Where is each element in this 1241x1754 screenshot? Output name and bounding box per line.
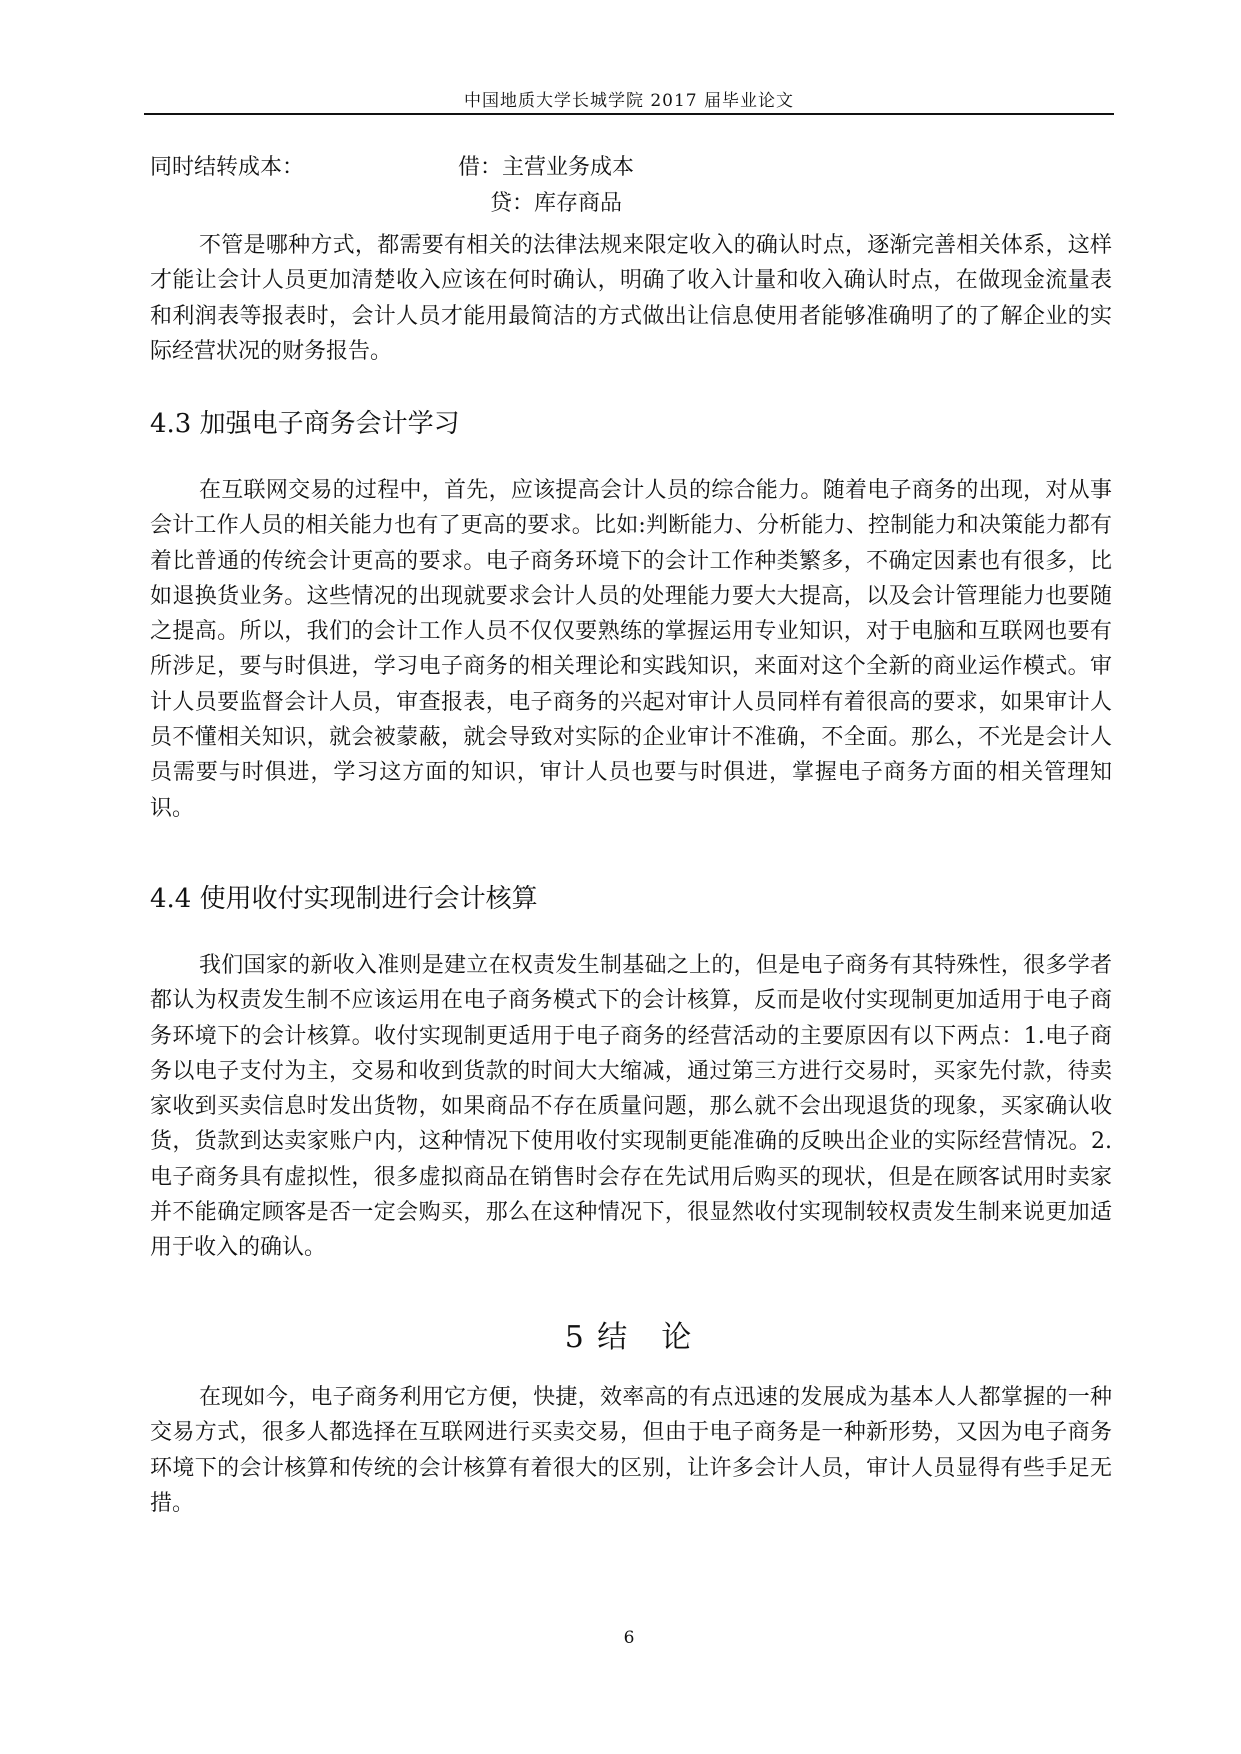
chapter-heading-conclusion: 5 结 论: [564, 1320, 694, 1355]
journal-entry-debit: 借：主营业务成本: [458, 155, 635, 180]
section-heading-4-4: 4.4 使用收付实现制进行会计核算: [150, 884, 538, 914]
journal-entry-label: 同时结转成本：: [150, 155, 305, 180]
journal-entry-credit: 贷：库存商品: [490, 191, 623, 216]
page-number: 6: [623, 1628, 635, 1648]
paragraph-cash-basis: 我们国家的新收入准则是建立在权责发生制基础之上的，但是电子商务有其特殊性，很多学者都认为权责发生制不应该运用在电子商务模式下的会计核算，反而是收付实现制更加适用于电子商务环境下的会计核算。收付实现制更适用于电子商务的经营活动的主要原因有以下两点：1.电子商务以电子支付为主，交易和收到货款的时间大大缩减，通过第三方进行交易时，买家先付款，待卖家收到买卖信息时发出货物，如果商品不存在质量问题，那么就不会出现退货的现象，买家确认收货，货款到达卖家账户内，这种情况下使用收付实现制更能准确的反映出企业的实际经营情况。2.电子商务具有虚拟性，很多虚拟商品在销售时会存在先试用后购买的现状，但是在顾客试用时卖家并不能确定顾客是否一定会购买，那么在这种情况下，很显然收付实现制较权责发生制来说更加适用于收入的确认。: [150, 953, 1112, 1261]
running-header: 中国地质大学长城学院 2017 届毕业论文: [463, 91, 795, 111]
header-rule: [144, 113, 1114, 115]
section-heading-4-3: 4.3 加强电子商务会计学习: [150, 409, 460, 439]
paragraph-conclusion: 在现如今，电子商务利用它方便，快捷，效率高的有点迅速的发展成为基本人人都掌握的一种交易方式，很多人都选择在互联网进行买卖交易，但由于电子商务是一种新形势，又因为电子商务环境下的会计核算和传统的会计核算有着很大的区别，让许多会计人员，审计人员显得有些手足无措。: [150, 1385, 1112, 1516]
paragraph-accounting-learning: 在互联网交易的过程中，首先，应该提高会计人员的综合能力。随着电子商务的出现，对从事会计工作人员的相关能力也有了更高的要求。比如:判断能力、分析能力、控制能力和决策能力都有着比普通的传统会计更高的要求。电子商务环境下的会计工作种类繁多，不确定因素也有很多，比如退换货业务。这些情况的出现就要求会计人员的处理能力要大大提高，以及会计管理能力也要随之提高。所以，我们的会计工作人员不仅仅要熟练的掌握运用专业知识，对于电脑和互联网也要有所涉足，要与时俱进，学习电子商务的相关理论和实践知识，来面对这个全新的商业运作模式。审计人员要监督会计人员，审查报表，电子商务的兴起对审计人员同样有着很高的要求，如果审计人员不懂相关知识，就会被蒙蔽，就会导致对实际的企业审计不准确，不全面。那么，不光是会计人员需要与时俱进，学习这方面的知识，审计人员也要与时俱进，掌握电子商务方面的相关管理知识。: [150, 478, 1112, 821]
paragraph-revenue-recognition: 不管是哪种方式，都需要有相关的法律法规来限定收入的确认时点，逐渐完善相关体系，这样才能让会计人员更加清楚收入应该在何时确认，明确了收入计量和收入确认时点，在做现金流量表和利润表等报表时，会计人员才能用最简洁的方式做出让信息使用者能够准确明了的了解企业的实际经营状况的财务报告。: [150, 233, 1112, 364]
